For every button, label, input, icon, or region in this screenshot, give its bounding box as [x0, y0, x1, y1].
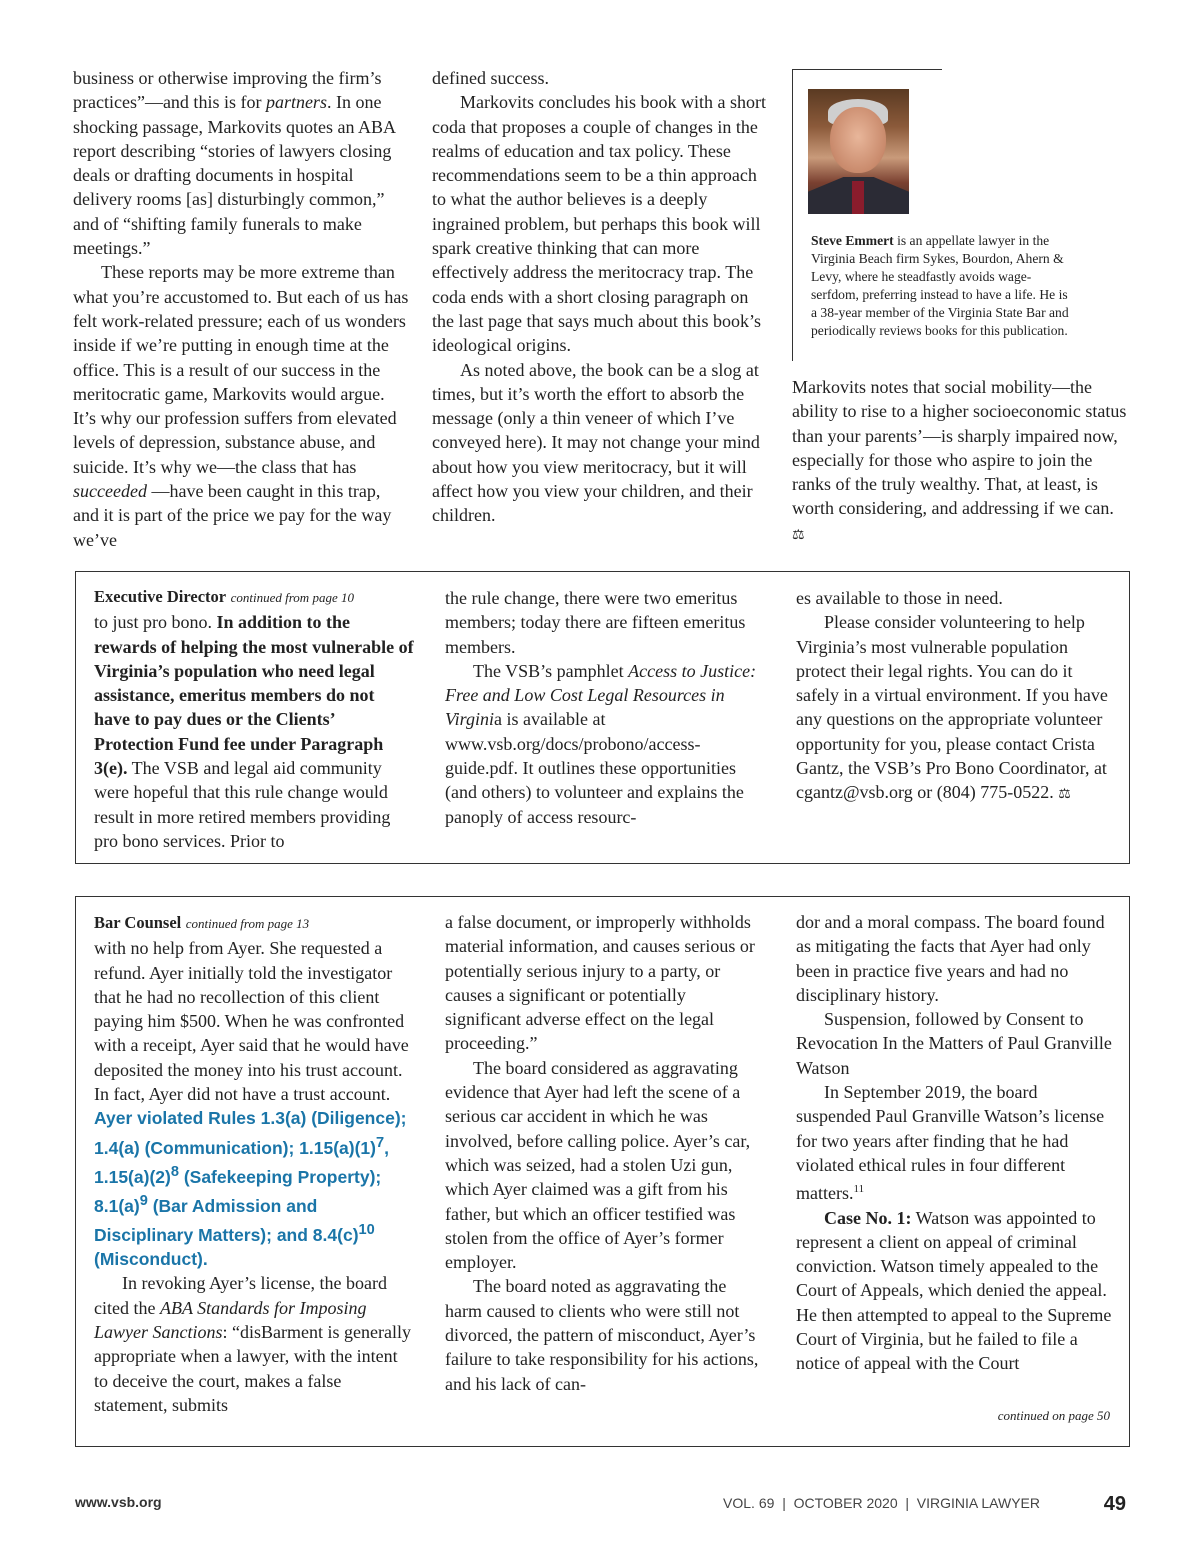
bar-heading: Bar Counsel continued from page 13 — [94, 913, 310, 932]
exec-column-3 — [796, 586, 1116, 808]
paragraph: dor and a moral compass. The board found as mitigating the facts that Ayer had only been in practice five years and had no disciplinary history. — [796, 912, 1105, 1005]
paragraph: As noted above, the book can be a slog at times, but it’s worth the effort to absorb the message (only a thin veneer of which I’ve conveyed here). It may not change your mind about how you view meritocracy, but it will affect how you view your children, and their children. — [432, 359, 760, 526]
exec-column-2 — [445, 586, 765, 829]
footer-page-number: 49 — [1103, 1493, 1126, 1515]
paragraph: with no help from Ayer. She requested a refund. Ayer initially told the investigator that he had no recollection of this client paying him $500. When he was confronted with a receipt, Ayer said that he would have deposited the money into his trust account. In fact, Ayer did not have a trust account. Ayer violated Rules 1.3(a) (Diligence); 1.4(a) (Communication); $1.15(a)(1)^7$, $1.15(a)(2)^8$ (Safekeeping Property); $8.1(a)^9$ (Bar Admission and Disciplinary Matters); and $8.4(c)^{10}$ (Misconduct). — [94, 938, 409, 1270]
article-column-2 — [432, 66, 770, 528]
bar-column-2 — [445, 910, 763, 1396]
bar-column-1 — [94, 910, 412, 1417]
photo-tie — [852, 181, 864, 214]
paragraph: to just pro bono. In addition to the rewards of helping the most vulnerable of Virginia’s population who need legal assistance, emeritus members do not have to pay dues or the Clients’ Protection Fund fee under Paragraph 3(e). The VSB and legal aid community were hopeful that this rule change would result in more retired members providing pro bono services. Prior to — [94, 612, 414, 851]
author-name: Steve Emmert — [811, 233, 894, 248]
paragraph: es available to those in need. — [796, 588, 1003, 608]
paragraph: The VSB’s pamphlet Access to Justice: Free and Low Cost Legal Resources in Virginia is available at www.vsb.org/docs/probono/access-guide.pdf. It outlines these opportunities (and others) to volunteer and explains the panoply of access resourc- — [445, 660, 757, 827]
article-column-1 — [73, 66, 409, 552]
paragraph: defined success. — [432, 68, 549, 88]
author-photo — [808, 89, 909, 214]
bar-column-3 — [796, 910, 1114, 1376]
paragraph: Markovits concludes his book with a short coda that proposes a couple of changes in the realms of education and tax policy. These recommendations seem to be a thin approach to what the author believes is a deeply ingrained problem, but perhaps this book will spark creative thinking that can more effectively address the meritocracy trap. The coda ends with a short closing paragraph on the last page that says much about this book’s ideological origins. — [432, 92, 766, 356]
footer-issue: VOL. 69 | OCTOBER 2020 | VIRGINIA LAWYER — [723, 1495, 1040, 1511]
paragraph: In revoking Ayer’s license, the board cited the ABA Standards for Imposing Lawyer Sanctions: “disBarment is generally appropriate when a lawyer, with the intent to deceive the court, makes a false statement, submits — [94, 1273, 411, 1415]
author-box-rule-top — [792, 69, 942, 70]
paragraph: Suspension, followed by Consent to Revocation In the Matters of Paul Granville Watson — [796, 1009, 1112, 1078]
paragraph: In September 2019, the board suspended Paul Granville Watson’s license for two years after finding that he had violated ethical rules in four different matters.$^{11}$ — [796, 1082, 1105, 1204]
exec-column-1 — [94, 584, 414, 853]
continued-on-label: continued on page 50 — [997, 1408, 1110, 1423]
paragraph: Case No. 1: Watson was appointed to represent a client on appeal of criminal conviction. Watson timely appealed to the Court of Appeals, which denied the appeal. He then attempted to appeal to the Supreme Court of Virginia, but he failed to file a notice of appeal with the Court — [796, 1207, 1112, 1374]
rules-highlight: Ayer violated Rules 1.3(a) (Diligence); 1.4(a) (Communication); $1.15(a)(1)^7$, $1.15(a)(2)^8$ (Safekeeping Property); $8.1(a)^9$ (Bar Admission and Disciplinary Matters); and $8.4(c)^{10}$ (Misconduct). — [94, 1108, 407, 1270]
paragraph: business or otherwise improving the firm’s practices”—and this is for partners. In one shocking passage, Markovits quotes an ABA report describing “stories of lawyers closing deals or drafting documents in hospital delivery rooms [as] disturbingly common,” and of “shifting family funerals to make meetings.” — [73, 68, 395, 259]
author-bio: is an appellate lawyer in the Virginia Beach firm Sykes, Bourdon, Ahern & Levy, where he steadfastly avoids wage-serfdom, preferring instead to have a life. He is a 38-year member of the Virginia State Bar and periodically reviews books for this publication. — [811, 233, 1069, 339]
paragraph: The board noted as aggravating the harm caused to clients who were still not divorced, the pattern of misconduct, Ayer’s failure to take responsibility for his actions, and his lack of can- — [445, 1276, 759, 1394]
photo-face — [830, 107, 886, 173]
footer-site[interactable]: www.vsb.org — [75, 1494, 162, 1510]
paragraph: the rule change, there were two emeritus members; today there are fifteen emeritus members. — [445, 588, 746, 657]
paragraph: Markovits notes that social mobility—the ability to rise to a higher socioeconomic status than your parents’—is sharply impaired now, especially for those who aspire to join the ranks of the truly wealthy. That, at least, is worth considering, and addressing if we can. ⚖ — [792, 377, 1127, 543]
paragraph: a false document, or improperly withholds material information, and causes serious or potentially serious injury to a party, or causes a significant or potentially significant adverse effect on the legal proceeding.” — [445, 912, 755, 1054]
scales-icon: ⚖ — [792, 527, 805, 543]
paragraph: Please consider volunteering to help Virginia’s most vulnerable population protect their legal rights. You can do it safely in a virtual environment. If you have any questions on the appropriate volunteer opportunity for you, please contact Crista Gantz, the VSB’s Pro Bono Coordinator, at cgantz@vsb.org or (804) 775-0522. ⚖ — [796, 612, 1108, 803]
paragraph: The board considered as aggravating evidence that Ayer had left the scene of a serious car accident in which he was involved, before calling police. Ayer’s car, which was seized, had a stolen Uzi gun, which Ayer claimed was a gift from his father, but which an officer testified was stolen from the office of Ayer’s former employer. — [445, 1057, 751, 1273]
author-caption — [811, 232, 1076, 341]
scales-icon: ⚖ — [1058, 787, 1071, 803]
exec-heading: Executive Director continued from page 10 — [94, 587, 354, 606]
paragraph: These reports may be more extreme than what you’re accustomed to. But each of us has felt work-related pressure; each of us wonders inside if we’re putting in enough time at the office. This is a result of our success in the meritocratic game, Markovits would argue. It’s why our profession suffers from elevated levels of depression, substance abuse, and suicide. It’s why we—the class that has succeeded —have been caught in this trap, and it is part of the price we pay for the way we’ve — [73, 262, 409, 550]
article-column-3 — [792, 375, 1130, 548]
author-box-rule-left — [792, 69, 793, 361]
